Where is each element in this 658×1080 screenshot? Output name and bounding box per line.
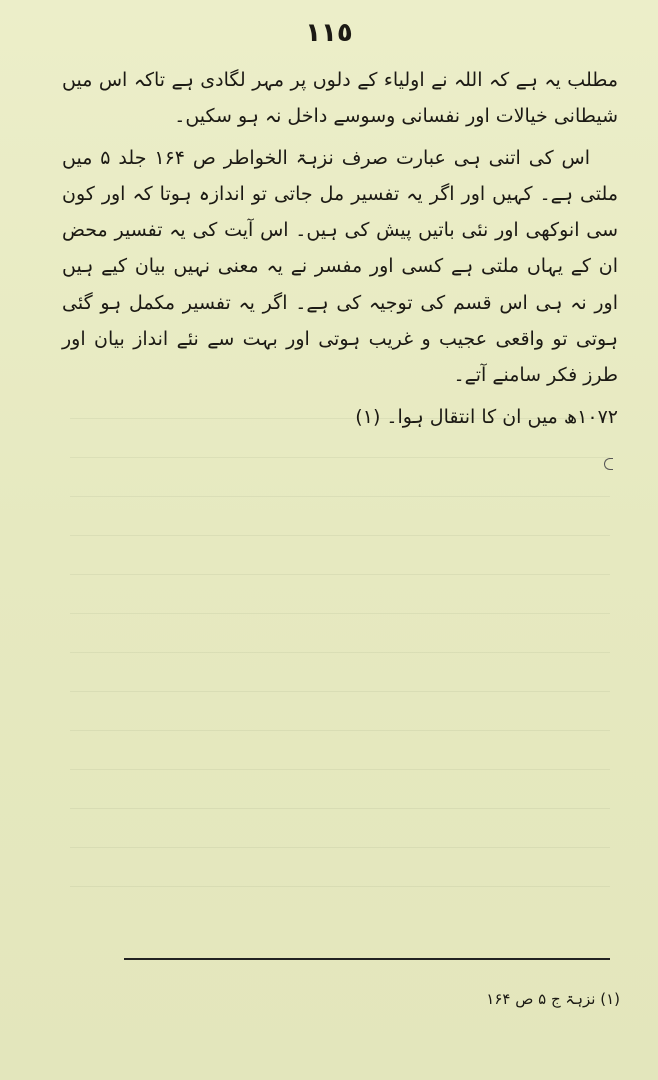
paragraph-3: ۱۰۷۲ھ میں ان کا انتقال ہوا۔ (۱) — [355, 405, 618, 428]
paragraph-1: مطلب یہ ہے کہ اللہ نے اولیاء کے دلوں پر مہر لگادی ہے تاکہ اس میں شیطانی خیالات اور نفسانی وسوسے داخل نہ ہو سکیں۔ — [62, 69, 618, 128]
show-through-text — [70, 380, 610, 920]
paragraph-2: اس کی اتنی ہی عبارت صرف نزہۃ الخواطر ص ۱۶۴ جلد ۵ میں ملتی ہے۔ کہیں اور اگر یہ تفسیر مل جاتی تو اندازہ ہوتا کہ اور کون سی انوکھی اور نئی باتیں پیش کی ہیں۔ اس آیت کی یہ تفسیر محض ان کے یہاں ملتی ہے کسی اور مفسر نے یہ معنی نہیں بیان کیے ہیں اور نہ ہی اس قسم کی توجیہ کی ہے۔ اگر یہ تفسیر مکمل ہو گئی ہوتی تو واقعی عجیب و غریب ہوتی اور بہت سے نئے انداز بیان اور طرز فکر سامنے آتے۔ — [62, 147, 618, 386]
footnote-divider — [124, 958, 610, 960]
margin-mark — [604, 458, 613, 470]
page-number: ١١٥ — [305, 18, 353, 48]
footnote: (۱) نزہۃ ج ۵ ص ۱۶۴ — [486, 990, 620, 1008]
